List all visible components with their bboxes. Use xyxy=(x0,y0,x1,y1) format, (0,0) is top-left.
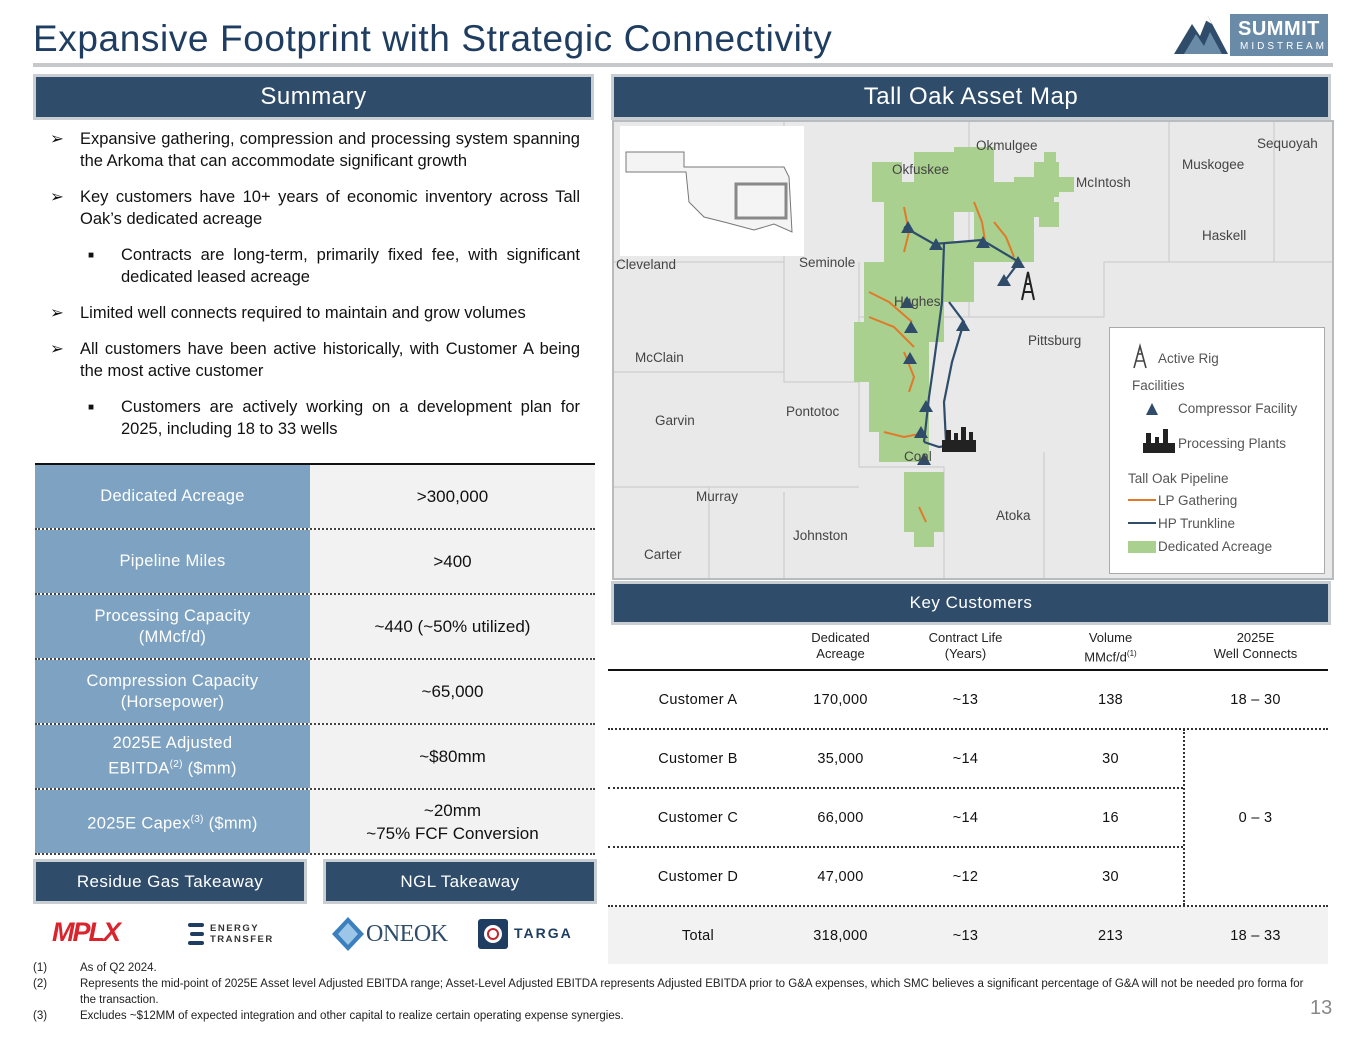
metric-row xyxy=(35,725,595,790)
volume-cell: 16 xyxy=(1102,810,1119,826)
metric-row xyxy=(35,465,595,530)
active-rig-icon xyxy=(1022,272,1034,300)
customer-name: Customer C xyxy=(657,810,739,826)
county-label: Atoka xyxy=(996,508,1031,523)
bullet-text: Contracts are long-term, primarily fixed fee, with significant dedicated leased acreage xyxy=(121,246,580,286)
total-label: Total xyxy=(681,928,715,944)
metric-label: Dedicated Acreage xyxy=(35,465,310,528)
metric-label-line1: 2025E Capex xyxy=(87,814,191,833)
county-label: Pittsburg xyxy=(1028,333,1082,348)
header-line2: (Years) xyxy=(944,646,987,661)
metric-label xyxy=(35,725,310,788)
volume-cell: 213 xyxy=(1097,928,1124,944)
metric-label xyxy=(35,660,310,723)
legend-label: Facilities xyxy=(1132,378,1185,393)
merged-well-connects-cell: 0 – 3 xyxy=(1238,810,1273,826)
footnote-number: (1) xyxy=(33,962,48,974)
footnote-number: (3) xyxy=(33,1010,48,1022)
ngl-takeaway-heading: NGL Takeaway xyxy=(326,862,594,901)
county-label: Johnston xyxy=(793,528,848,543)
county-label: Garvin xyxy=(655,413,695,428)
county-label: Okfuskee xyxy=(892,162,950,177)
square-bullet-icon: ■ xyxy=(88,402,95,413)
metric-value: ~65,000 xyxy=(310,660,595,723)
compressor-facility-icon xyxy=(1146,403,1158,415)
footnote-ref: (1) xyxy=(1126,649,1137,658)
legend-label: Tall Oak Pipeline xyxy=(1128,471,1229,486)
acreage-cell: 47,000 xyxy=(817,869,864,885)
contract-life-cell: ~14 xyxy=(952,810,979,826)
footnote-ref: (2) xyxy=(169,759,183,771)
header-line1: Dedicated xyxy=(811,630,870,645)
metric-label-line2: (Horsepower) xyxy=(120,692,225,711)
page-number: 13 xyxy=(1310,997,1333,1019)
footnote-ref: (3) xyxy=(190,813,204,825)
merged-cell-divider xyxy=(1183,729,1185,905)
header-line2: Well Connects xyxy=(1213,646,1298,661)
sub-bullet-item xyxy=(50,396,580,440)
summit-midstream-logo xyxy=(1170,10,1335,58)
bullet-item xyxy=(50,186,580,230)
processing-plant-icon xyxy=(942,427,976,452)
energy-transfer-logo xyxy=(188,915,288,955)
mountain-logo-icon xyxy=(1170,10,1232,58)
oneok-logo xyxy=(332,915,448,955)
metric-value xyxy=(310,790,595,853)
map-legend xyxy=(1109,327,1325,574)
acreage-cell: 35,000 xyxy=(817,751,864,767)
volume-cell: 30 xyxy=(1102,751,1119,767)
mplx-logo xyxy=(52,915,147,955)
oneok-diamond-icon xyxy=(332,917,364,951)
bullet-text: Customers are actively working on a development plan for 2025, including 18 to 33 wells xyxy=(121,398,580,438)
customer-name: Customer D xyxy=(657,869,739,885)
header-line1: Volume xyxy=(1088,630,1133,645)
county-label: Seminole xyxy=(799,255,856,270)
metric-label xyxy=(35,790,310,853)
bullet-item xyxy=(50,128,580,172)
bullet-text: Key customers have 10+ years of economic inventory across Tall Oak’s dedicated acreage xyxy=(80,188,580,228)
active-rig-icon xyxy=(1134,346,1146,368)
header-line1: Contract Life xyxy=(928,630,1003,645)
processing-plants-icon xyxy=(1143,429,1175,453)
legend-label: Compressor Facility xyxy=(1178,401,1298,416)
county-label: McClain xyxy=(635,350,684,365)
county-label: Cleveland xyxy=(616,257,677,272)
metric-row xyxy=(35,530,595,595)
metric-value: >300,000 xyxy=(310,465,595,528)
header-line2: Acreage xyxy=(816,646,865,661)
metric-row xyxy=(35,790,595,855)
footnote xyxy=(33,960,1313,976)
dedicated-acreage-swatch xyxy=(1128,541,1156,553)
metric-label-line2: EBITDA xyxy=(108,759,170,778)
footnote xyxy=(33,1008,1313,1024)
bullet-item xyxy=(50,338,580,382)
metric-value: >400 xyxy=(310,530,595,593)
arrow-bullet-icon: ➢ xyxy=(50,304,64,322)
contract-life-cell: ~12 xyxy=(952,869,979,885)
metric-label-unit: ($mm) xyxy=(203,814,258,833)
well-connects-cell: 18 – 30 xyxy=(1230,692,1281,708)
metric-value-line1: ~20mm xyxy=(423,800,482,820)
column-header-acreage xyxy=(788,630,893,662)
volume-cell: 30 xyxy=(1102,869,1119,885)
total-row xyxy=(608,907,1328,965)
customer-name: Customer A xyxy=(658,692,738,708)
footnote-text: Represents the mid-point of 2025E Asset level Adjusted EBITDA range; Asset-Level Adjusted EBITDA represents Adjusted EBITDA prior to G&A expenses, which SMC believes a significant percentage of G&A will not be needed pro forma for the transaction. xyxy=(80,978,1304,1006)
oneok-logo-text: ONEOK xyxy=(366,921,448,947)
metric-row xyxy=(35,660,595,725)
targa-logo xyxy=(478,915,588,955)
arrow-bullet-icon: ➢ xyxy=(50,188,64,206)
table-row xyxy=(608,730,1328,788)
metric-label-line1: Processing Capacity xyxy=(94,606,251,625)
metric-value: ~440 (~50% utilized) xyxy=(310,595,595,658)
county-label: Coal xyxy=(904,449,932,464)
targa-emblem-icon xyxy=(478,919,508,949)
footnotes xyxy=(33,960,1313,1024)
county-label: Muskogee xyxy=(1182,157,1245,172)
targa-logo-text: TARGA xyxy=(514,925,573,941)
table-row xyxy=(608,848,1328,906)
logo-line1: SUMMIT xyxy=(1238,18,1320,40)
county-label: McIntosh xyxy=(1076,175,1131,190)
key-customers-heading: Key Customers xyxy=(614,584,1328,622)
acreage-cell: 66,000 xyxy=(817,810,864,826)
column-header-contract-life xyxy=(908,630,1023,662)
metric-label-line1: Compression Capacity xyxy=(86,671,259,690)
bullet-text: All customers have been active historically, with Customer A being the most active customer xyxy=(80,340,580,380)
metric-label: Pipeline Miles xyxy=(35,530,310,593)
residue-gas-takeaway-heading: Residue Gas Takeaway xyxy=(36,862,304,901)
acreage-cell: 318,000 xyxy=(813,928,868,944)
customer-name: Customer B xyxy=(658,751,738,767)
bullet-text: Expansive gathering, compression and processing system spanning the Arkoma that can accommodate significant growth xyxy=(80,130,580,170)
table-row xyxy=(608,671,1328,729)
contract-life-cell: ~13 xyxy=(952,928,979,944)
county-label: Pontotoc xyxy=(786,404,840,419)
acreage-cell: 170,000 xyxy=(813,692,868,708)
sub-bullet-item xyxy=(50,244,580,288)
header-line2: MMcf/d xyxy=(1084,649,1127,665)
footnote xyxy=(33,976,1313,1008)
column-header-volume xyxy=(1058,630,1163,665)
well-connects-cell: 18 – 33 xyxy=(1230,928,1281,944)
logo-text-line2: TRANSFER xyxy=(210,934,274,945)
metric-value-line2: ~75% FCF Conversion xyxy=(366,823,539,843)
bullet-text: Limited well connects required to maintain and grow volumes xyxy=(80,304,526,322)
metric-label-line1: 2025E Adjusted xyxy=(112,734,233,753)
energy-transfer-text xyxy=(210,923,274,945)
map-heading: Tall Oak Asset Map xyxy=(614,77,1328,117)
metric-label xyxy=(35,595,310,658)
county-label: Carter xyxy=(644,547,682,562)
metric-label-unit: ($mm) xyxy=(182,759,237,778)
metric-value: ~$80mm xyxy=(310,725,595,788)
county-label: Hughes xyxy=(894,294,941,309)
legend-label: Dedicated Acreage xyxy=(1158,539,1273,554)
metrics-table xyxy=(35,463,595,855)
mplx-logo-text: MPLX xyxy=(52,917,120,947)
title-divider xyxy=(33,63,1333,67)
column-header-well-connects xyxy=(1193,630,1318,662)
logo-wordmark xyxy=(1230,14,1328,56)
metric-label-line2: (MMcf/d) xyxy=(138,627,207,646)
logo-text-line1: ENERGY xyxy=(210,923,260,934)
footnote-text: As of Q2 2024. xyxy=(80,962,157,974)
footnote-number: (2) xyxy=(33,978,48,990)
oklahoma-inset-map xyxy=(620,126,804,256)
contract-life-cell: ~13 xyxy=(952,692,979,708)
asset-map xyxy=(612,120,1334,580)
energy-transfer-icon xyxy=(188,921,208,949)
contract-life-cell: ~14 xyxy=(952,751,979,767)
legend-label: HP Trunkline xyxy=(1158,516,1236,531)
metric-row xyxy=(35,595,595,660)
volume-cell: 138 xyxy=(1097,692,1124,708)
arrow-bullet-icon: ➢ xyxy=(50,130,64,148)
summary-heading: Summary xyxy=(36,77,591,117)
square-bullet-icon: ■ xyxy=(88,250,95,261)
legend-label: LP Gathering xyxy=(1158,493,1238,508)
county-label: Okmulgee xyxy=(976,138,1038,153)
header-line1: 2025E xyxy=(1236,630,1275,645)
summary-bullets xyxy=(50,128,580,454)
page-title: Expansive Footprint with Strategic Connectivity xyxy=(33,18,833,59)
arrow-bullet-icon: ➢ xyxy=(50,340,64,358)
table-row xyxy=(608,789,1328,847)
footnote-text: Excludes ~$12MM of expected integration and other capital to realize certain operating expense synergies. xyxy=(80,1010,624,1022)
legend-label: Processing Plants xyxy=(1178,436,1287,451)
legend-label: Active Rig xyxy=(1158,351,1219,366)
county-label: Murray xyxy=(696,489,739,504)
bullet-item xyxy=(50,302,580,324)
county-label: Sequoyah xyxy=(1257,136,1318,151)
county-label: Haskell xyxy=(1202,228,1247,243)
logo-line2: MIDSTREAM xyxy=(1240,41,1327,52)
